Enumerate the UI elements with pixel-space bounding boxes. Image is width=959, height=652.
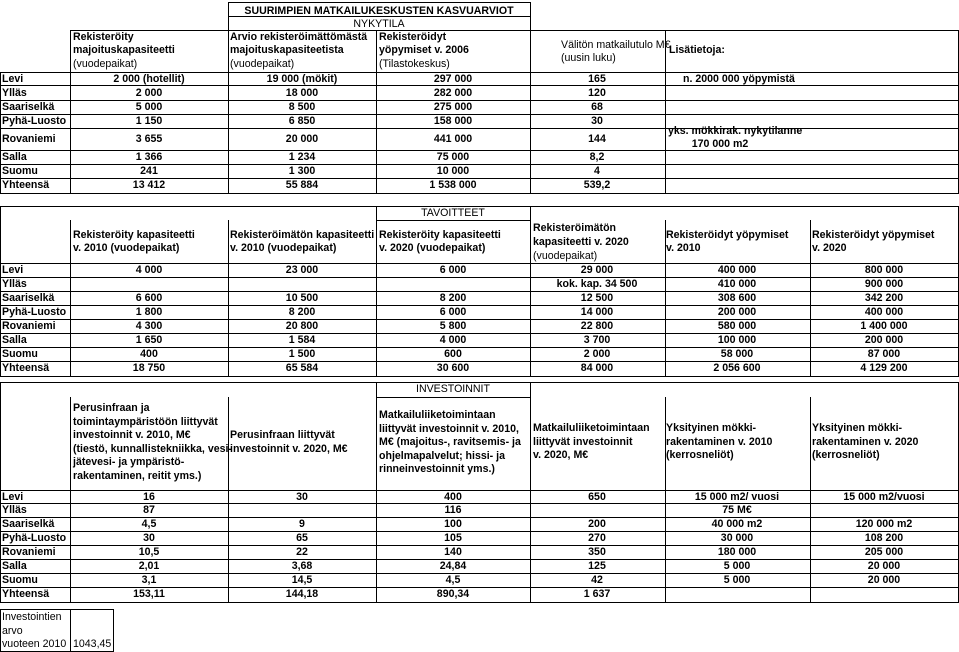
column-header: (uusin luku) [561, 52, 616, 64]
note-text: n. 2000 000 yöpymistä [683, 73, 795, 85]
table-cell: 140 [444, 546, 462, 558]
row-label: Suomu [2, 574, 38, 586]
table-cell: 108 200 [864, 532, 904, 544]
row-label: Ylläs [2, 87, 27, 99]
grid-line [530, 2, 531, 30]
grid-line [70, 397, 71, 602]
table-cell: 5 000 [723, 560, 751, 572]
table-cell: 6 000 [439, 264, 467, 276]
table-cell: 1 150 [135, 115, 163, 127]
table-cell: 4 000 [135, 264, 163, 276]
column-header: Matkailuliiketoimintaan liittyvät investoinnit v. 2020, M€ [533, 422, 650, 461]
column-header: (vuodepaikat) [230, 58, 295, 70]
table-cell: 42 [591, 574, 603, 586]
grid-line [0, 206, 959, 207]
column-header: v. 2010 (vuodepaikat) [230, 242, 337, 254]
table-cell: 120 000 m2 [855, 518, 913, 530]
column-header: (vuodepaikat) [73, 58, 138, 70]
grid-line [228, 220, 229, 376]
row-label: Suomu [2, 165, 38, 177]
grid-line [376, 397, 377, 602]
table-cell: 75 000 [436, 151, 470, 163]
table-cell: 5 800 [439, 320, 467, 332]
grid-line [0, 382, 1, 602]
row-label: Ylläs [2, 278, 27, 290]
table-cell: 650 [588, 491, 606, 503]
row-label: Salla [2, 151, 27, 163]
table-cell: 3 700 [583, 334, 611, 346]
table-cell: 180 000 [717, 546, 757, 558]
table-cell: 8,2 [589, 151, 605, 163]
table-cell: 410 000 [717, 278, 757, 290]
table-cell: 1 800 [135, 306, 163, 318]
table-cell: 116 [444, 504, 462, 516]
table-cell: 270 [588, 532, 606, 544]
table-cell: 24,84 [439, 560, 467, 572]
table-cell: 4,5 [141, 518, 157, 530]
table-cell: 1 637 [583, 588, 611, 600]
table-cell: 580 000 [717, 320, 757, 332]
table-cell: 308 600 [717, 292, 757, 304]
grid-line [810, 220, 811, 376]
grid-line [228, 30, 229, 72]
column-header: Rekisteröity kapasiteetti [379, 229, 501, 241]
grid-line [376, 72, 377, 193]
table-cell: 18 000 [285, 87, 319, 99]
column-header: Rekisteröity kapasiteetti [73, 229, 195, 241]
table-cell: 1 366 [135, 151, 163, 163]
row-label: Levi [2, 491, 24, 503]
grid-line [0, 382, 959, 383]
column-header: Lisätietoja: [669, 44, 725, 56]
table-cell: 200 000 [864, 334, 904, 346]
grid-line [0, 602, 959, 603]
table-cell: 205 000 [864, 546, 904, 558]
table-cell: 55 884 [285, 179, 319, 191]
table-cell: 13 412 [132, 179, 166, 191]
row-label: Salla [2, 560, 27, 572]
table-cell: 15 000 m2/vuosi [843, 491, 925, 503]
table-cell: 23 000 [285, 264, 319, 276]
row-label: Suomu [2, 348, 38, 360]
table-cell: 1 500 [288, 348, 316, 360]
note-text: 170 000 m2 [691, 138, 749, 150]
column-header: Rekisteröimätön [533, 222, 617, 234]
table-cell: 297 000 [433, 73, 473, 85]
table-cell: 100 [444, 518, 462, 530]
table-cell: 22 800 [580, 320, 614, 332]
grid-line [0, 85, 959, 86]
table-cell: 19 000 (mökit) [266, 73, 338, 85]
table-cell: 282 000 [433, 87, 473, 99]
row-label: Pyhä-Luosto [2, 115, 67, 127]
grid-line [0, 128, 959, 129]
table-cell: 29 000 [580, 264, 614, 276]
table-cell: 600 [444, 348, 462, 360]
table-cell: 84 000 [580, 362, 614, 374]
grid-line [0, 376, 959, 377]
row-label: Pyhä-Luosto [2, 306, 67, 318]
table-cell: 800 000 [864, 264, 904, 276]
table-cell: 350 [588, 546, 606, 558]
table-cell: 75 M€ [722, 504, 752, 516]
table-cell: 400 000 [717, 264, 757, 276]
note-text: yks. mökkirak. nykytilanne [668, 125, 803, 137]
column-header: Yksityinen mökki- rakentaminen v. 2020 (kerrosneliöt) [812, 422, 919, 461]
column-header: v. 2020 [812, 242, 847, 254]
section-label-investments: INVESTOINNIT [416, 383, 490, 395]
grid-line [376, 397, 530, 398]
table-cell: 400 [140, 348, 158, 360]
row-label: Levi [2, 73, 24, 85]
grid-line [0, 609, 1, 651]
table-cell: 241 [140, 165, 158, 177]
column-header: v. 2010 [666, 242, 701, 254]
table-cell: 6 850 [288, 115, 316, 127]
table-cell: 20 800 [285, 320, 319, 332]
table-cell: 58 000 [720, 348, 754, 360]
grid-line [70, 609, 71, 651]
table-cell: 144 [588, 133, 606, 145]
table-cell: 900 000 [864, 278, 904, 290]
table-cell: 65 [296, 532, 308, 544]
table-cell: 8 200 [439, 292, 467, 304]
table-cell: 1 538 000 [429, 179, 477, 191]
grid-line [70, 72, 71, 193]
table-cell: 4 300 [135, 320, 163, 332]
table-cell: 890,34 [436, 588, 470, 600]
table-cell: 400 000 [864, 306, 904, 318]
table-cell: 16 [143, 491, 155, 503]
table-cell: 100 000 [717, 334, 757, 346]
table-cell: 14 000 [580, 306, 614, 318]
grid-line [228, 2, 229, 30]
grid-line [228, 16, 530, 17]
page-title: SUURIMPIEN MATKAILUKESKUSTEN KASVUARVIOT [244, 5, 514, 17]
table-cell: 8 200 [288, 306, 316, 318]
table-cell: 20 000 [285, 133, 319, 145]
grid-line [376, 220, 530, 221]
table-cell: 2 000 [135, 87, 163, 99]
table-cell: 2 000 (hotellit) [113, 73, 185, 85]
column-header: v. 2010 (vuodepaikat) [73, 242, 180, 254]
row-label: Yhteensä [2, 179, 50, 191]
table-cell: 158 000 [433, 115, 473, 127]
row-label: Saariselkä [2, 292, 55, 304]
table-cell: 120 [588, 87, 606, 99]
grid-line [376, 30, 377, 72]
column-header: Välitön matkailutulo M€ [561, 39, 671, 51]
table-cell: 2 056 600 [713, 362, 761, 374]
table-cell: 200 [588, 518, 606, 530]
grid-line [0, 206, 1, 376]
table-cell: 3,1 [141, 574, 157, 586]
table-cell: 14,5 [291, 574, 313, 586]
grid-line [0, 193, 959, 194]
row-label: Yhteensä [2, 588, 50, 600]
column-header: (vuodepaikat) [533, 250, 598, 262]
table-cell: 10 000 [436, 165, 470, 177]
row-label: Levi [2, 264, 24, 276]
table-cell: 8 500 [288, 101, 316, 113]
grid-line [113, 609, 114, 651]
table-cell: 6 600 [135, 292, 163, 304]
row-label: Rovaniemi [2, 133, 56, 145]
table-cell: 1 234 [288, 151, 316, 163]
column-header: Rekisteröidyt yöpymiset [666, 229, 789, 241]
table-cell: 40 000 m2 [711, 518, 763, 530]
table-cell: 20 000 [867, 574, 901, 586]
table-cell: 539,2 [583, 179, 611, 191]
table-cell: 87 000 [867, 348, 901, 360]
table-cell: 68 [591, 101, 603, 113]
section-label-targets: TAVOITTEET [421, 207, 485, 219]
table-cell: 200 000 [717, 306, 757, 318]
table-cell: 1 300 [288, 165, 316, 177]
table-cell: 6 000 [439, 306, 467, 318]
column-header: (Tilastokeskus) [379, 58, 450, 70]
grid-line [0, 609, 114, 610]
table-cell: 4,5 [445, 574, 461, 586]
table-cell: 20 000 [867, 560, 901, 572]
table-cell: 153,11 [133, 588, 165, 600]
grid-line [70, 30, 71, 72]
table-cell: 3,68 [291, 560, 313, 572]
footer-label: Investointien arvo vuoteen 2010 [2, 611, 67, 650]
grid-line [0, 72, 1, 193]
row-label: Salla [2, 334, 27, 346]
table-cell: 2,01 [138, 560, 160, 572]
table-cell: 144,18 [285, 588, 319, 600]
table-cell: 5 000 [723, 574, 751, 586]
grid-line [376, 220, 377, 376]
table-cell: 105 [444, 532, 462, 544]
table-cell: 3 655 [135, 133, 163, 145]
column-header: majoituskapasiteetista [230, 44, 344, 56]
column-header: Rekisteröimätön kapasiteetti [230, 229, 375, 241]
row-label: Saariselkä [2, 101, 55, 113]
table-cell: 30 600 [436, 362, 470, 374]
grid-line [530, 30, 531, 72]
row-label: Pyhä-Luosto [2, 532, 67, 544]
table-cell: 22 [296, 546, 308, 558]
table-cell: 65 584 [285, 362, 319, 374]
table-cell: 1 584 [288, 334, 316, 346]
table-cell: 10,5 [138, 546, 160, 558]
grid-line [70, 220, 71, 376]
table-cell: 30 [591, 115, 603, 127]
column-header: Matkailuliiketoimintaan liittyvät investoinnit v. 2010, M€ (majoitus-, ravitsemis- ja ohjelmapalvelut; hissi- ja rinneinvestoinnit yms.) [379, 409, 521, 475]
grid-line [228, 2, 530, 3]
table-cell: 275 000 [433, 101, 473, 113]
table-cell: 1 650 [135, 334, 163, 346]
column-header: Rekisteröidyt yöpymiset [812, 229, 935, 241]
column-header: yöpymiset v. 2006 [379, 44, 469, 56]
column-header: Rekisteröity [73, 31, 134, 43]
table-cell: 441 000 [433, 133, 473, 145]
row-label: Rovaniemi [2, 320, 56, 332]
column-header: v. 2020 (vuodepaikat) [379, 242, 486, 254]
row-label: Rovaniemi [2, 546, 56, 558]
table-cell: 12 500 [580, 292, 614, 304]
table-cell: 9 [299, 518, 305, 530]
column-header: Arvio rekisteröimättömästä [230, 31, 368, 43]
row-label: Saariselkä [2, 518, 55, 530]
table-cell: 342 200 [864, 292, 904, 304]
grid-line [530, 206, 531, 220]
grid-line [376, 382, 377, 397]
table-cell: 5 000 [135, 101, 163, 113]
column-header: Perusinfraan ja toimintaympäristöön liittyvät investoinnit v. 2010, M€ (tiestö, kunnallistekniikka, vesi- jätevesi- ja ympäristö- rakentaminen, reitit yms.) [73, 402, 232, 482]
grid-line [70, 30, 959, 31]
footer-value: 1043,45 [73, 638, 112, 650]
table-cell: 10 500 [285, 292, 319, 304]
column-header: Rekisteröidyt [379, 31, 447, 43]
table-cell: 30 [143, 532, 155, 544]
row-label: Yhteensä [2, 362, 50, 374]
table-cell: 125 [588, 560, 606, 572]
grid-line [530, 382, 531, 397]
column-header: kapasiteetti v. 2020 [533, 236, 629, 248]
table-cell: 30 [296, 491, 308, 503]
table-cell: 2 000 [583, 348, 611, 360]
table-cell: 1 400 000 [860, 320, 908, 332]
table-cell: 30 000 [720, 532, 754, 544]
table-cell: 15 000 m2/ vuosi [694, 491, 780, 503]
column-header: majoituskapasiteetti [73, 44, 175, 56]
section-label-current: NYKYTILA [353, 18, 405, 30]
table-cell: 4 129 200 [860, 362, 908, 374]
table-cell: 4 000 [439, 334, 467, 346]
grid-line [376, 206, 377, 220]
column-header: Perusinfraan liittyvät investoinnit v. 2020, M€ [230, 429, 348, 455]
table-cell: 165 [588, 73, 606, 85]
column-header: Yksityinen mökki- rakentaminen v. 2010 (kerrosneliöt) [666, 422, 773, 461]
table-cell: 18 750 [132, 362, 166, 374]
grid-line [228, 72, 229, 193]
table-cell: 4 [594, 165, 600, 177]
grid-line [810, 397, 811, 602]
table-cell: 87 [143, 504, 155, 516]
table-cell: kok. kap. 34 500 [556, 278, 638, 290]
table-cell: 400 [444, 491, 462, 503]
grid-line [665, 30, 666, 72]
row-label: Ylläs [2, 504, 27, 516]
